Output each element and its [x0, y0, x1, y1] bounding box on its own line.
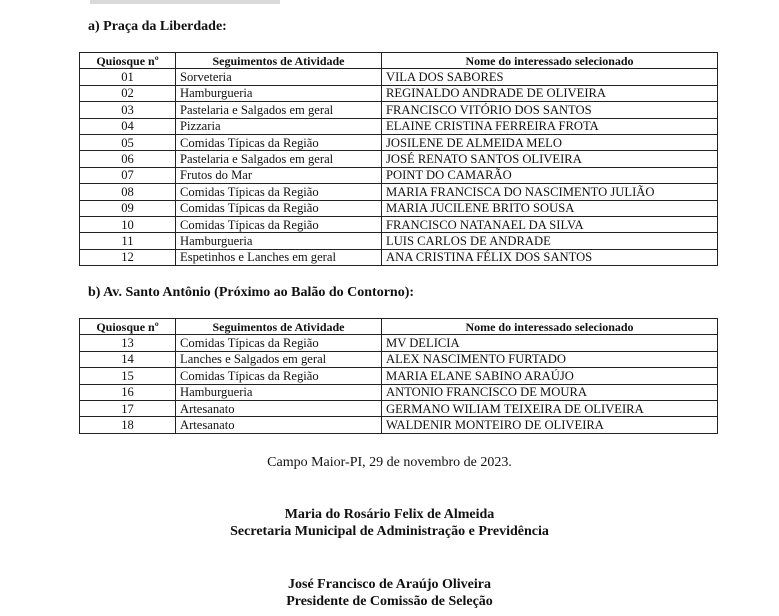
table-row	[80, 184, 718, 200]
kiosk-number-cell: 18	[80, 417, 176, 433]
activity-cell: Pastelaria e Salgados em geral	[176, 102, 382, 118]
selected-name-cell: FRANCISCO VITÓRIO DOS SANTOS	[382, 102, 718, 118]
kiosk-number-cell: 15	[80, 368, 176, 384]
table-row	[80, 102, 718, 118]
kiosk-number-cell: 13	[80, 335, 176, 351]
table-row	[80, 249, 718, 265]
kiosk-number-cell: 11	[80, 233, 176, 249]
activity-cell: Hamburgueria	[176, 85, 382, 101]
section-a-heading: a) Praça da Liberdade:	[88, 19, 227, 34]
table-row	[80, 400, 718, 416]
kiosk-number-cell: 07	[80, 167, 176, 183]
kiosk-number-cell: 06	[80, 151, 176, 167]
table-row	[80, 351, 718, 367]
table-header-row	[80, 53, 718, 69]
kiosk-number-cell: 01	[80, 69, 176, 85]
selected-name-cell: GERMANO WILIAM TEIXEIRA DE OLIVEIRA	[382, 400, 718, 416]
table-row	[80, 85, 718, 101]
activity-cell: Comidas Típicas da Região	[176, 200, 382, 216]
kiosk-number-cell: 14	[80, 351, 176, 367]
header-kiosk-number: Quiosque nº	[80, 53, 176, 69]
activity-cell: Artesanato	[176, 417, 382, 433]
cropped-top-edge	[90, 0, 280, 4]
selected-name-cell: MARIA JUCILENE BRITO SOUSA	[382, 200, 718, 216]
kiosk-number-cell: 12	[80, 249, 176, 265]
table-row	[80, 151, 718, 167]
selected-name-cell: ALEX NASCIMENTO FURTADO	[382, 351, 718, 367]
kiosk-number-cell: 02	[80, 85, 176, 101]
signatory-1-role: Secretaria Municipal de Administração e Previdência	[230, 524, 549, 539]
selected-name-cell: JOSÉ RENATO SANTOS OLIVEIRA	[382, 151, 718, 167]
activity-cell: Hamburgueria	[176, 384, 382, 400]
table-row	[80, 368, 718, 384]
selected-name-cell: MARIA ELANE SABINO ARAÚJO	[382, 368, 718, 384]
activity-cell: Comidas Típicas da Região	[176, 184, 382, 200]
header-kiosk-number: Quiosque nº	[80, 319, 176, 335]
table-row	[80, 69, 718, 85]
selected-name-cell: ANA CRISTINA FÉLIX DOS SANTOS	[382, 249, 718, 265]
table-row	[80, 384, 718, 400]
activity-cell: Hamburgueria	[176, 233, 382, 249]
activity-cell: Comidas Típicas da Região	[176, 134, 382, 150]
table-header-row	[80, 319, 718, 335]
activity-cell: Pastelaria e Salgados em geral	[176, 151, 382, 167]
selected-name-cell: VILA DOS SABORES	[382, 69, 718, 85]
activity-cell: Comidas Típicas da Região	[176, 335, 382, 351]
kiosk-number-cell: 03	[80, 102, 176, 118]
kiosk-number-cell: 08	[80, 184, 176, 200]
selected-name-cell: MV DELICIA	[382, 335, 718, 351]
selected-name-cell: WALDENIR MONTEIRO DE OLIVEIRA	[382, 417, 718, 433]
av-santo-antonio-table	[79, 318, 718, 434]
kiosk-number-cell: 16	[80, 384, 176, 400]
kiosk-number-cell: 17	[80, 400, 176, 416]
table-row	[80, 216, 718, 232]
table-row	[80, 335, 718, 351]
activity-cell: Frutos do Mar	[176, 167, 382, 183]
activity-cell: Espetinhos e Lanches em geral	[176, 249, 382, 265]
activity-cell: Comidas Típicas da Região	[176, 368, 382, 384]
table-row	[80, 233, 718, 249]
date-line: Campo Maior-PI, 29 de novembro de 2023.	[267, 455, 512, 470]
selected-name-cell: ANTONIO FRANCISCO DE MOURA	[382, 384, 718, 400]
table-row	[80, 134, 718, 150]
table-body	[80, 69, 718, 266]
selected-name-cell: MARIA FRANCISCA DO NASCIMENTO JULIÃO	[382, 184, 718, 200]
kiosk-number-cell: 05	[80, 134, 176, 150]
selected-name-cell: ELAINE CRISTINA FERREIRA FROTA	[382, 118, 718, 134]
signatory-1-name: Maria do Rosário Felix de Almeida	[284, 507, 495, 522]
activity-cell: Comidas Típicas da Região	[176, 216, 382, 232]
section-b-heading: b) Av. Santo Antônio (Próximo ao Balão do Contorno):	[88, 285, 415, 300]
header-selected-name: Nome do interessado selecionado	[382, 53, 718, 69]
activity-cell: Pizzaria	[176, 118, 382, 134]
signatory-2-role: Presidente de Comissão de Seleção	[286, 594, 493, 609]
table-row	[80, 118, 718, 134]
header-selected-name: Nome do interessado selecionado	[382, 319, 718, 335]
header-activity: Seguimentos de Atividade	[176, 319, 382, 335]
kiosk-number-cell: 10	[80, 216, 176, 232]
kiosk-number-cell: 09	[80, 200, 176, 216]
signatory-2-name: José Francisco de Araújo Oliveira	[288, 577, 491, 592]
table-row	[80, 167, 718, 183]
selected-name-cell: POINT DO CAMARÃO	[382, 167, 718, 183]
selected-name-cell: FRANCISCO NATANAEL DA SILVA	[382, 216, 718, 232]
selected-name-cell: LUIS CARLOS DE ANDRADE	[382, 233, 718, 249]
table-row	[80, 417, 718, 433]
praca-liberdade-table	[79, 52, 718, 266]
activity-cell: Artesanato	[176, 400, 382, 416]
kiosk-number-cell: 04	[80, 118, 176, 134]
header-activity: Seguimentos de Atividade	[176, 53, 382, 69]
selected-name-cell: JOSILENE DE ALMEIDA MELO	[382, 134, 718, 150]
table-body	[80, 335, 718, 433]
activity-cell: Lanches e Salgados em geral	[176, 351, 382, 367]
activity-cell: Sorveteria	[176, 69, 382, 85]
table-row	[80, 200, 718, 216]
selected-name-cell: REGINALDO ANDRADE DE OLIVEIRA	[382, 85, 718, 101]
